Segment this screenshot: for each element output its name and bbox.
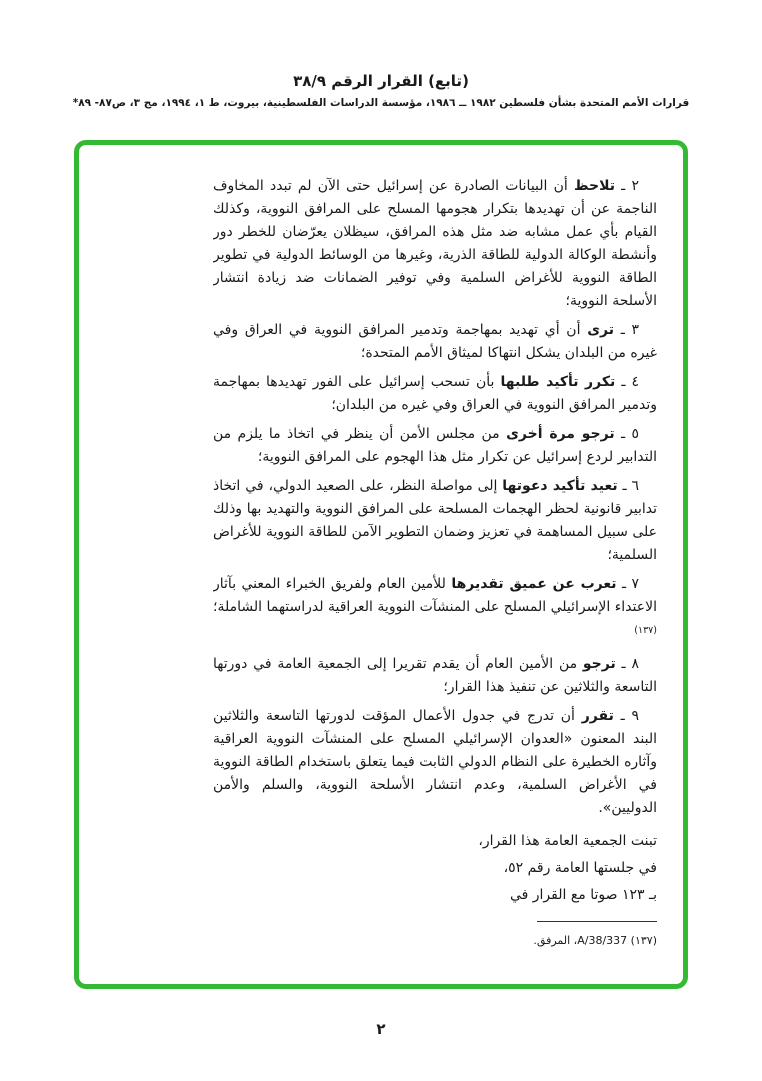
paragraph-lead: تلاحظ xyxy=(574,178,615,194)
paragraph-lead: ترجو مرة أخرى xyxy=(506,426,615,442)
content-frame xyxy=(74,140,688,989)
paragraph-text: أن البيانات الصادرة عن إسرائيل حتى الآن لم تبدد المخاوف الناجمة عن أن تهديدها بتكرار هجومها المسلح على المرافق النووية، وكذلك القيام بأي عمل مشابه ضد مثل هذه المرافق، سيظلان يعرّضان للخطر دور وأنشطة الوكالة الدولية للطاقة الذرية، وغيرها من الوسائط الدولية في تطوير الطاقة النووية للأغراض السلمية وفي توفير الضمانات ضد زيادة انتشار الأسلحة النووية؛ xyxy=(213,178,657,309)
resolution-paragraph-2 xyxy=(213,175,657,313)
footnote-suffix: ، المرفق. xyxy=(533,933,578,947)
adoption-line-2: في جلستها العامة رقم ٥٢، xyxy=(503,859,657,876)
resolution-title: (تابع) القرار الرقم ٣٨/٩ xyxy=(293,72,469,90)
paragraph-number: ٢ ـ xyxy=(621,178,639,194)
resolution-paragraph-5 xyxy=(213,423,657,469)
paragraph-lead: تعيد تأكيد دعوتها xyxy=(502,478,618,494)
resolution-paragraph-4 xyxy=(213,371,657,417)
adoption-line-3: بـ ١٢٣ صوتا مع القرار في xyxy=(509,886,657,903)
resolution-paragraph-6 xyxy=(213,475,657,567)
paragraph-text: أن أي تهديد بمهاجمة وتدمير المرافق النووية في العراق وفي غيره من البلدان يشكل انتهاكا لميثاق الأمم المتحدة؛ xyxy=(213,322,657,361)
footnote-marker: (١٣٧) xyxy=(630,933,657,947)
paragraph-number: ٥ ـ xyxy=(620,426,639,442)
resolution-paragraph-8 xyxy=(213,653,657,699)
footnote-reference: A/38/337 xyxy=(577,933,628,947)
paragraph-lead: ترجو xyxy=(582,655,616,672)
footnote-ref: (١٣٧) xyxy=(634,625,657,636)
resolution-paragraph-7 xyxy=(213,573,657,647)
footnote xyxy=(213,929,657,952)
paragraph-lead: تقرر xyxy=(581,707,614,724)
paragraph-text: من مجلس الأمن أن ينظر في اتخاذ ما يلزم من التدابير لردع إسرائيل عن تكرار مثل هذا الهجوم على المرافق النووية؛ xyxy=(213,426,657,465)
resolution-paragraph-9 xyxy=(213,705,657,820)
resolution-paragraph-3 xyxy=(213,319,657,365)
paragraph-text: إلى مواصلة النظر، على الصعيد الدولي، في اتخاذ تدابير قانونية لحظر الهجمات المسلحة على المرافق النووية والتهديد بها وذلك على سبيل المساهمة في تعزيز وضمان التطوير الآمن للطاقة النووية للأغراض السلمية؛ xyxy=(213,478,657,563)
paragraph-number: ٤ ـ xyxy=(621,374,640,390)
adoption-note xyxy=(213,828,657,909)
paragraph-number: ٧ ـ xyxy=(621,576,640,592)
paragraph-text: أن تدرج في جدول الأعمال المؤقت لدورتها التاسعة والثلاثين البند المعنون «العدوان الإسرائيلي المسلح على المنشآت النووية العراقية وآثاره الخطيرة على النظام الدولي الثابت فيما يتعلق باستخدام الطاقة النووية في الأغراض السلمية، وعدم انتشار الأسلحة النووية، والسلم والأمن الدوليين». xyxy=(213,707,657,816)
paragraph-text: من الأمين العام أن يقدم تقريرا إلى الجمعية العامة في دورتها التاسعة والثلاثين عن تنفيذ هذا القرار؛ xyxy=(213,655,657,695)
footnote-area xyxy=(213,921,657,952)
resolution-body xyxy=(213,175,657,968)
page-number: ٢ xyxy=(376,1020,386,1038)
paragraph-text: بأن تسحب إسرائيل على الفور تهديدها بمهاجمة وتدمير المرافق النووية في العراق وفي غيره من البلدان؛ xyxy=(213,374,657,413)
paragraph-number: ٦ ـ xyxy=(622,478,640,494)
paragraph-lead: تكرر تأكيد طلبها xyxy=(500,374,616,390)
adoption-line-1: تبنت الجمعية العامة هذا القرار، xyxy=(478,832,657,849)
paragraph-lead: ترى xyxy=(587,322,614,338)
footnote-separator xyxy=(537,921,657,922)
paragraph-text: للأمين العام ولفريق الخبراء المعني بآثار الاعتداء الإسرائيلي المسلح على المنشآت النووية العراقية لدراستهما الشاملة؛ xyxy=(213,576,657,615)
paragraph-number: ٩ ـ xyxy=(620,707,639,724)
paragraph-number: ٨ ـ xyxy=(621,655,639,672)
document-header xyxy=(0,72,762,109)
source-citation: قرارات الأمم المتحدة بشأن فلسطين ١٩٨٢ ــ ١٩٨٦، مؤسسة الدراسات الفلسطينية، بيروت، ط ١، ١٩٩٤، مج ٣، ص٨٧- ٨٩* xyxy=(72,97,690,109)
paragraph-lead: تعرب عن عميق تقديرها xyxy=(451,576,617,592)
paragraph-number: ٣ ـ xyxy=(620,322,640,338)
